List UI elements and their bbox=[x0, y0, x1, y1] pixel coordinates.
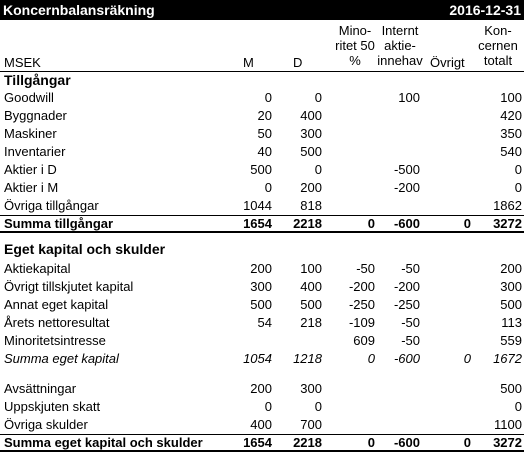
cell-tot: 420 bbox=[500, 108, 522, 123]
cell-m: 300 bbox=[250, 279, 272, 294]
cell-min: -109 bbox=[348, 315, 375, 330]
table-row bbox=[0, 107, 524, 125]
cell-tot: 0 bbox=[514, 162, 522, 177]
cell-ovr: 0 bbox=[463, 435, 471, 450]
cell-d: 100 bbox=[300, 261, 322, 276]
cell-m: 400 bbox=[250, 417, 272, 432]
cell-m: 200 bbox=[250, 261, 272, 276]
cell-tot: 100 bbox=[500, 90, 522, 105]
row-label: Summa eget kapital bbox=[4, 351, 119, 366]
cell-min: 0 bbox=[367, 351, 375, 366]
section-heading-equity: Eget kapital och skulder bbox=[4, 241, 166, 257]
cell-min: -200 bbox=[348, 279, 375, 294]
cell-int: -200 bbox=[393, 279, 420, 294]
cell-int: -50 bbox=[401, 315, 420, 330]
report-date: 2016-12-31 bbox=[449, 2, 521, 18]
row-label: Uppskjuten skatt bbox=[4, 399, 101, 414]
row-label: Avsättningar bbox=[4, 381, 77, 396]
cell-d: 2218 bbox=[293, 435, 322, 450]
cell-tot: 0 bbox=[514, 399, 522, 414]
cell-d: 400 bbox=[300, 279, 322, 294]
cell-int: -50 bbox=[401, 261, 420, 276]
sheet-title: Koncernbalansräkning bbox=[3, 2, 155, 18]
cell-int: -600 bbox=[393, 435, 420, 450]
row-label: Aktier i M bbox=[4, 180, 59, 195]
table-row bbox=[0, 350, 524, 368]
cell-m: 500 bbox=[250, 297, 272, 312]
table-row bbox=[0, 260, 524, 278]
column-minority: Mino- ritet 50 % bbox=[335, 23, 375, 68]
row-label: Byggnader bbox=[4, 108, 67, 123]
cell-d: 300 bbox=[300, 126, 322, 141]
cell-d: 200 bbox=[300, 180, 322, 195]
cell-d: 1218 bbox=[293, 351, 322, 366]
row-label: Minoritetsintresse bbox=[4, 333, 106, 348]
cell-tot: 3272 bbox=[493, 435, 522, 450]
row-label: Maskiner bbox=[4, 126, 57, 141]
table-row bbox=[0, 89, 524, 107]
row-label: Summa eget kapital och skulder bbox=[4, 435, 203, 450]
table-row bbox=[0, 314, 524, 332]
cell-d: 300 bbox=[300, 381, 322, 396]
cell-tot: 500 bbox=[500, 297, 522, 312]
row-label: Inventarier bbox=[4, 144, 66, 159]
cell-ovr: 0 bbox=[463, 216, 471, 231]
table-row bbox=[0, 179, 524, 197]
cell-min: -50 bbox=[356, 261, 375, 276]
cell-m: 0 bbox=[264, 90, 272, 105]
cell-m: 20 bbox=[257, 108, 272, 123]
cell-d: 0 bbox=[314, 399, 322, 414]
cell-tot: 1862 bbox=[493, 198, 522, 213]
cell-tot: 1100 bbox=[494, 417, 522, 432]
cell-m: 50 bbox=[257, 126, 272, 141]
row-label: Aktier i D bbox=[4, 162, 57, 177]
table-row bbox=[0, 380, 524, 398]
cell-int: -500 bbox=[393, 162, 420, 177]
cell-tot: 1672 bbox=[493, 351, 522, 366]
table-row bbox=[0, 197, 524, 215]
cell-int: -50 bbox=[401, 333, 420, 348]
cell-tot: 113 bbox=[501, 315, 522, 330]
row-label: Goodwill bbox=[4, 90, 54, 105]
table-row bbox=[0, 416, 524, 434]
table-row bbox=[0, 278, 524, 296]
row-label: Summa tillgångar bbox=[4, 216, 114, 231]
table-row bbox=[0, 161, 524, 179]
row-label: Övriga skulder bbox=[4, 417, 88, 432]
cell-m: 40 bbox=[257, 144, 272, 159]
cell-int: -600 bbox=[393, 351, 420, 366]
row-label: Övrigt tillskjutet kapital bbox=[4, 279, 134, 294]
cell-int: -600 bbox=[393, 216, 420, 231]
table-row bbox=[0, 143, 524, 161]
cell-m: 1654 bbox=[243, 216, 272, 231]
cell-tot: 350 bbox=[500, 126, 522, 141]
column-d: D bbox=[293, 55, 303, 70]
cell-min: 609 bbox=[353, 333, 375, 348]
cell-m: 0 bbox=[264, 399, 272, 414]
cell-d: 818 bbox=[300, 198, 322, 213]
row-label: Annat eget kapital bbox=[4, 297, 109, 312]
cell-min: -250 bbox=[348, 297, 375, 312]
cell-d: 218 bbox=[300, 315, 322, 330]
column-total: Kon- cernen totalt bbox=[478, 23, 518, 68]
cell-ovr: 0 bbox=[463, 351, 471, 366]
cell-m: 500 bbox=[250, 162, 272, 177]
cell-d: 400 bbox=[300, 108, 322, 123]
cell-d: 500 bbox=[300, 144, 322, 159]
cell-m: 200 bbox=[250, 381, 272, 396]
column-other: Övrigt bbox=[430, 55, 465, 70]
column-m: M bbox=[243, 55, 254, 70]
row-label: Årets nettoresultat bbox=[4, 315, 110, 330]
cell-d: 500 bbox=[300, 297, 322, 312]
cell-d: 0 bbox=[314, 162, 322, 177]
cell-tot: 0 bbox=[514, 180, 522, 195]
cell-m: 1054 bbox=[243, 351, 272, 366]
table-row bbox=[0, 215, 524, 233]
column-label-msek: MSEK bbox=[4, 55, 41, 70]
cell-tot: 500 bbox=[500, 381, 522, 396]
table-row bbox=[0, 125, 524, 143]
cell-int: -250 bbox=[393, 297, 420, 312]
cell-tot: 300 bbox=[500, 279, 522, 294]
table-row bbox=[0, 434, 524, 452]
cell-d: 700 bbox=[300, 417, 322, 432]
row-label: Aktiekapital bbox=[4, 261, 71, 276]
cell-int: 100 bbox=[398, 90, 420, 105]
cell-m: 1654 bbox=[243, 435, 272, 450]
cell-int: -200 bbox=[393, 180, 420, 195]
cell-d: 2218 bbox=[293, 216, 322, 231]
cell-m: 54 bbox=[257, 315, 272, 330]
cell-min: 0 bbox=[367, 216, 375, 231]
section-heading-assets: Tillgångar bbox=[4, 72, 71, 88]
column-internal: Internt aktie- innehav bbox=[377, 23, 423, 68]
title-bar bbox=[0, 0, 524, 20]
cell-tot: 200 bbox=[500, 261, 522, 276]
column-header bbox=[0, 21, 524, 71]
table-row bbox=[0, 332, 524, 350]
row-label: Övriga tillgångar bbox=[4, 198, 99, 213]
table-row bbox=[0, 296, 524, 314]
table-row bbox=[0, 398, 524, 416]
cell-m: 0 bbox=[264, 180, 272, 195]
cell-tot: 540 bbox=[500, 144, 522, 159]
cell-m: 1044 bbox=[243, 198, 272, 213]
cell-tot: 3272 bbox=[493, 216, 522, 231]
cell-min: 0 bbox=[367, 435, 375, 450]
cell-d: 0 bbox=[314, 90, 322, 105]
cell-tot: 559 bbox=[500, 333, 522, 348]
